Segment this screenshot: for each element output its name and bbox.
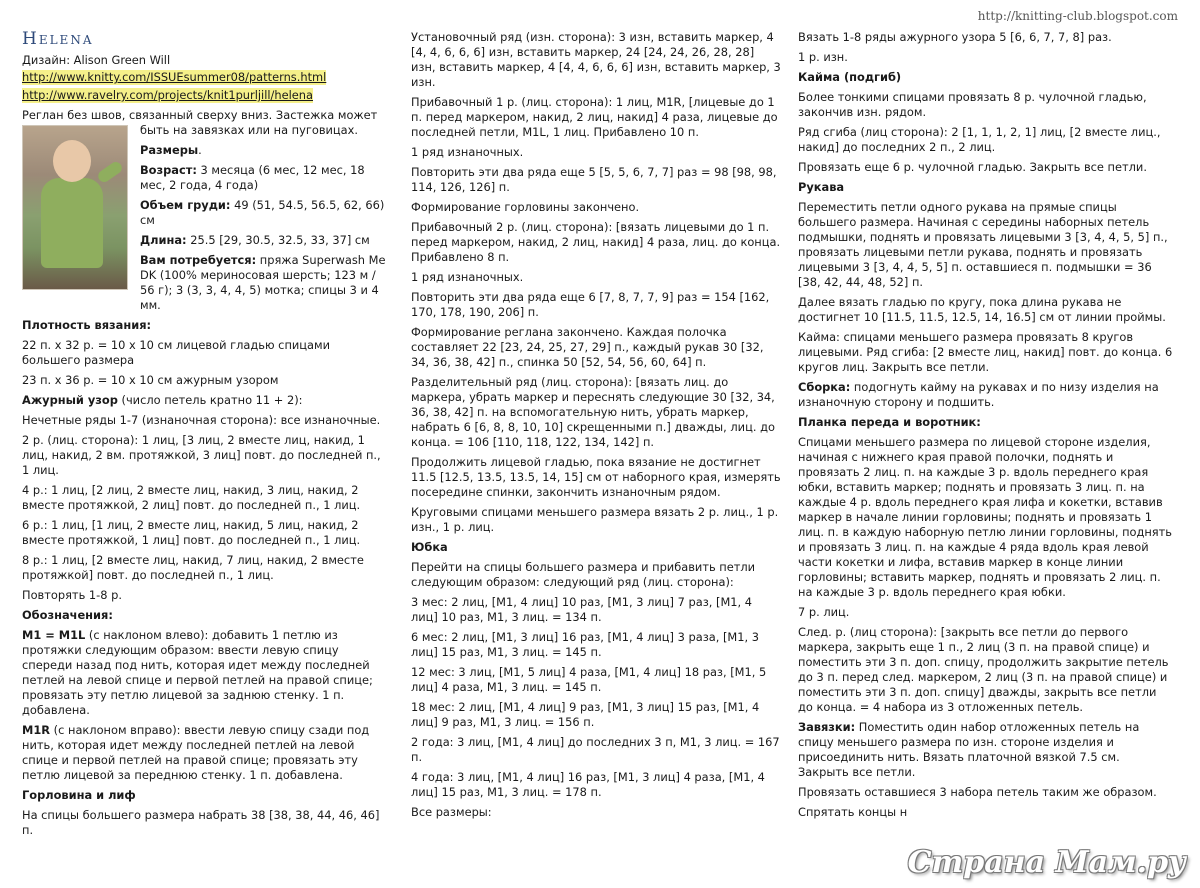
lace-repeat: Повторять 1-8 р. [22, 588, 122, 602]
ties-repeat: Провязать оставшиеся 3 набора петель таким же образом. [798, 785, 1157, 799]
band-bindoff: След. р. (лиц сторона): [закрыть все петли до первого маркера, закрыть еще 1 п., 2 лиц (3 п. на правой спице) и поместить эти 3 п. доп. спицу, продолжить закрытие петель до 3 п. перед след. маркером, 2 лиц (3 п. на правой спице) и поместить эти 3 п. доп. спицу] дважды, закрыть все петли до конца. = 4 набора из 3 отложенных петель. [798, 625, 1169, 714]
hem-heading: Кайма (подгиб) [798, 70, 902, 84]
skirt-4y: 4 года: 3 лиц, [M1, 4 лиц] 16 раз, [M1, 3 лиц] 4 раза, [M1, 4 лиц] 15 раз, M1, 3 лиц. = 178 п. [411, 770, 765, 799]
all-sizes: Все размеры: [411, 805, 492, 819]
lace-row-2: 2 р. (лиц. сторона): 1 лиц, [3 лиц, 2 вместе лиц, накид, 1 лиц, накид, 2 вм. протяжкой, 3 лиц] повт. до последней п., 1 лиц. [22, 433, 381, 477]
lace-row-odd: Нечетные ряды 1-7 (изнаночная сторона): все изнаночные. [22, 413, 381, 427]
neck-heading: Горловина и лиф [22, 788, 136, 802]
age-label: Возраст: [140, 163, 197, 177]
purl-row: 1 р. изн. [798, 50, 848, 64]
lace-repeat-count: Вязать 1-8 ряды ажурного узора 5 [6, 6, 7, 7, 8] раз. [798, 30, 1112, 44]
pattern-title: Helena [22, 29, 94, 49]
designer-line: Дизайн: Alison Green Will [22, 53, 171, 67]
divide-row: Разделительный ряд (лиц. сторона): [вязать лиц. до маркера, убрать маркер и переснять следующие 30 [32, 34, 36, 38, 42] п. на вспомогательную нить, убрать маркер, набрать 6 [6, 8, 8, 10, 10] скрещенными п.] дважды, лиц. до конца. = 106 [110, 118, 122, 134, 142] п. [411, 375, 775, 449]
skirt-18m: 18 мес: 2 лиц, [M1, 4 лиц] 9 раз, [M1, 3 лиц] 15 раз, [M1, 4 лиц] 9 раз, M1, 3 лиц. = 156 п. [411, 700, 760, 729]
skirt-3m: 3 мес: 2 лиц, [M1, 4 лиц] 10 раз, [M1, 3 лиц] 7 раз, [M1, 4 лиц] 10 раз, M1, 3 лиц. = 134 п. [411, 595, 753, 624]
skirt-heading: Юбка [411, 540, 448, 554]
head-shape [53, 140, 91, 182]
skirt-intro: Перейти на спицы большего размера и прибавить петли следующим образом: следующий ряд (лиц. сторона): [411, 560, 756, 589]
length-label: Длина: [140, 233, 187, 247]
blog-url: http://knitting-club.blogspot.com [977, 9, 1178, 23]
gauge-lace: 23 п. х 36 р. = 10 х 10 см ажурным узором [22, 373, 279, 387]
ravelry-link[interactable]: http://www.ravelry.com/projects/knit1purljill/helena [22, 88, 313, 102]
site-watermark: Страна Мам.ру [907, 845, 1186, 880]
lace-row-6: 6 р.: 1 лиц, [1 лиц, 2 вместе лиц, накид, 5 лиц, накид, 2 вместе протяжкой, 1 лиц] повт. до последней п., 1 лиц. [22, 518, 361, 547]
sizes-label: Размеры [140, 143, 199, 157]
assembly-label: Сборка: [798, 380, 851, 394]
age-text: 3 месяца (6 мес, 12 мес, 18 мес, 2 года, 4 года) [140, 163, 365, 192]
knitty-link[interactable]: http://www.knitty.com/ISSUEsummer08/patterns.html [22, 70, 327, 84]
band-text: Спицами меньшего размера по лицевой стороне изделия, начиная с нижнего края правой полочки, поднять и провязать 2 лиц. п. на каждые 3 р. вдоль переднего края юбки, вставить маркер; поднять и провязать 3 лиц. п. на каждые 4 р. вдоль переднего края лифа и кокетки, вставив маркер в начале линии горловины; поднять и провязать 1 лиц. п. в каждую наборную петлю линии горловины, поднять и провязать 3 лиц. п. на каждые 4 ряда вдоль края левой части кокетки и лифа, вставив маркер в конце линии горловины; вставить маркер, поднять и провязать 2 лиц. п. на каждые 3 р. вдоль переднего края юбки. [798, 435, 1173, 599]
chest-label: Объем груди: [140, 198, 231, 212]
materials-label: Вам потребуется: [140, 253, 257, 267]
m1-label: M1 = M1L [22, 628, 86, 642]
intro-line-1: Реглан без швов, связанный сверху вниз. Застежка может [22, 108, 378, 122]
gauge-heading: Плотность вязания: [22, 318, 152, 332]
legend-heading: Обозначения: [22, 608, 113, 622]
circular-rows: Круговыми спицами меньшего размера вязать 2 р. лиц., 1 р. изн., 1 р. лиц. [411, 505, 779, 534]
arm-shape [96, 160, 124, 185]
length-text: 25.5 [29, 30.5, 32.5, 33, 37] см [186, 233, 370, 247]
skirt-6m: 6 мес: 2 лиц, [M1, 3 лиц] 16 раз, [M1, 4 лиц] 3 раза, [M1, 3 лиц] 15 раз, M1, 3 лиц. = 145 п. [411, 630, 759, 659]
raglan-done: Формирование реглана закончено. Каждая полочка составляет 22 [23, 24, 25, 27, 29] п., каждый рукав 30 [32, 34, 36, 38, 42] п., спинка 50 [52, 54, 56, 60, 64] п. [411, 325, 764, 369]
lace-heading: Ажурный узор [22, 393, 118, 407]
band-knit-rows: 7 р. лиц. [798, 605, 850, 619]
materials-text: пряжа Superwash Me DK (100% мериносовая шерсть; 123 м / 56 г); 3 (3, 3, 4, 4, 5) мотка; спицы 3 и 4 мм. [140, 253, 386, 312]
repeat-b: Повторить эти два ряда еще 6 [7, 8, 7, 7, 9] раз = 154 [162, 170, 178, 190, 206] п. [411, 290, 770, 319]
purl-row-b: 1 ряд изнаночных. [411, 270, 524, 284]
ties-text: Поместить один набор отложенных петель на спицу меньшего размера по изн. стороне изделия и присоединить нить. Вязать платочной вязкой 7.5 см. Закрыть все петли. [798, 720, 1140, 779]
baby-photo [22, 125, 128, 290]
lace-row-8: 8 р.: 1 лиц, [2 вместе лиц, накид, 7 лиц, накид, 2 вместе протяжкой] повт. до последней п., 1 лиц. [22, 553, 364, 582]
column-left [22, 29, 390, 843]
weave-ends: Спрятать концы н [798, 805, 908, 819]
gauge-stockinette: 22 п. х 32 р. = 10 х 10 см лицевой гладью спицами большего размера [22, 338, 331, 367]
hem-fold-row: Ряд сгиба (лиц сторона): 2 [1, 1, 1, 2, 1] лиц, [2 вместе лиц., накид] до последних 2 п., 2 лиц. [798, 125, 1161, 154]
setup-row: Установочный ряд (изн. сторона): 3 изн, вставить маркер, 4 [4, 4, 6, 6, 6] изн, вставить маркер, 24 [24, 24, 26, 28, 28] изн, вставить маркер, 4 [4, 4, 6, 6, 6] изн, вставить маркер, 3 изн. [411, 30, 781, 89]
increase-row-2: Прибавочный 2 р. (лиц. сторона): [вязать лицевыми до 1 п. перед маркером, накид, 2 лиц, накид] 4 раза, лиц. до конца. Прибавлено 8 п. [411, 220, 781, 264]
purl-row-a: 1 ряд изнаночных. [411, 145, 524, 159]
lace-note: (число петель кратно 11 + 2): [117, 393, 303, 407]
intro-line-2: быть на завязках или на пуговицах. [140, 123, 359, 137]
photo-block: быть на завязках или на пуговицах. Размеры. Возраст: 3 месяца (6 мес, 12 мес, 18 мес, 2 года, 4 года) Объем груди: 49 (51, 54.5, 56.5, 62, 66) см Длина: 25.5 [29, 30.5, 32.5, 33, 37] см Вам потребуется: пряжа Superwash Me DK (100% мериносовая шерсть; 123 м / 56 г); 3 (3, 3, 4, 4, 5) мотка; спицы 3 и 4 мм. [22, 123, 390, 313]
skirt-2y: 2 года: 3 лиц, [M1, 4 лиц] до последних 3 п, M1, 3 лиц. = 167 п. [411, 735, 780, 764]
repeat-a: Повторить эти два ряда еще 5 [5, 5, 6, 7, 7] раз = 98 [98, 98, 114, 126, 126] п. [411, 165, 777, 194]
neck-done: Формирование горловины закончено. [411, 200, 640, 214]
column-right [798, 30, 1173, 825]
lace-row-4: 4 р.: 1 лиц, [2 лиц, 2 вместе лиц, накид, 3 лиц, накид, 2 вместе протяжкой, 2 лиц] повт. до последней п., 1 лиц. [22, 483, 361, 512]
hem-text-1: Более тонкими спицами провязать 8 р. чулочной гладью, закончив изн. рядом. [798, 90, 1147, 119]
skirt-12m: 12 мес: 3 лиц, [M1, 5 лиц] 4 раза, [M1, 4 лиц] 18 раз, [M1, 5 лиц] 4 раза, M1, 3 лиц. = 145 п. [411, 665, 767, 694]
sleeves-text-1: Переместить петли одного рукава на прямые спицы большего размера. Начиная с середины наборных петель подмышки, поднять и провязать лицевыми 3 [3, 4, 4, 5, 5] п., провязать лицевыми петли рукава, поднять и провязать лицевыми 3 [3, 4, 4, 5, 5] п. оставшиеся п. подмышки = 36 [38, 42, 44, 48, 52] п. [798, 200, 1168, 289]
sleeves-hem: Кайма: спицами меньшего размера провязать 8 кругов лицевыми. Ряд сгиба: [2 вместе лиц, накид] повт. до конца. 6 кругов лиц. Закрыть все петли. [798, 330, 1173, 374]
m1r-text: (с наклоном вправо): ввести левую спицу сзади под нить, которая идет между последней петлей на левой спице и первой петлей на правой спице; провязать эту петлю лицевой за переднюю стенку. 1 п. добавлена. [22, 723, 370, 782]
m1-text: (с наклоном влево): добавить 1 петлю из протяжки следующим образом: ввести левую спицу спереди назад под нить, которая идет между последней петлей на левой спице и первой петлей на правой спице; провязать эту петлю лицевой за заднюю стенку. 1 п. добавлена. [22, 628, 373, 717]
sleeves-heading: Рукава [798, 180, 845, 194]
continue-stockinette: Продолжить лицевой гладью, пока вязание не достигнет 11.5 [12.5, 13.5, 13.5, 14, 15] см от наборного края, измерять посередине спинки, закончить изнаночным рядом. [411, 455, 781, 499]
ties-label: Завязки: [798, 720, 856, 734]
assembly-text: подогнуть кайму на рукавах и по низу изделия на изнаночную сторону и подшить. [798, 380, 1159, 409]
m1r-label: M1R [22, 723, 51, 737]
sleeves-text-2: Далее вязать гладью по кругу, пока длина рукава не достигнет 10 [11.5, 11.5, 12.5, 14, 16.5] см от линии проймы. [798, 295, 1166, 324]
hem-text-2: Провязать еще 6 р. чулочной гладью. Закрыть все петли. [798, 160, 1147, 174]
neck-text: На спицы большего размера набрать 38 [38, 38, 44, 46, 46] п. [22, 808, 380, 837]
increase-row-1: Прибавочный 1 р. (лиц. сторона): 1 лиц, M1R, [лицевые до 1 п. перед маркером, накид, 2 лиц, накид] 4 раза, лицевые до последней петли, M1L, 1 лиц. Прибавлено 10 п. [411, 95, 778, 139]
band-heading: Планка переда и воротник: [798, 415, 981, 429]
chest-text: 49 (51, 54.5, 56.5, 62, 66) см [140, 198, 385, 227]
column-middle [411, 30, 781, 825]
cardigan-shape [41, 178, 103, 268]
